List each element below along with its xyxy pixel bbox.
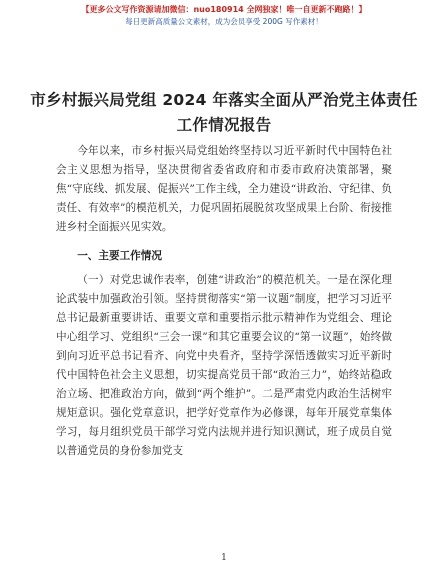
- page-number: 1: [221, 553, 227, 563]
- section-paragraph: （一）对党忠诚作表率，创建“讲政治”的模范机关。一是在深化理论武装中加强政治引领。坚持贯彻落实“第一议题”制度，把学习习近平总书记最新重要讲话、重要文章和重要指示批示精神作为党组会、理论中心组学习、党组织“三会一课”和其它重要会议的“第一议题”，始终做到向习近平总书记看齐、向党中央看齐，坚持学深悟透做实习近平新时代中国特色社会主义思想，切实提高党员干部“政治三力”，始终站稳政治立场、把准政治方向，做到“两个维护”。二是严肃党内政治生活树牢规矩意识。强化党章意识，把学好党章作为必修课，每年开展党章集体学习，每月组织党员干部学习党内法规并进行知识测试，班子成员自觉以普通党员的身份参加党支: [56, 274, 392, 457]
- section-heading: 一、主要工作情况: [77, 250, 162, 262]
- document-title: 市乡村振兴局党组 2024 年落实全面从严治党主体责任工作情况报告: [30, 91, 418, 134]
- promo-banner: [0, 4, 448, 28]
- banner-line-1: 【更多公文写作资源请加微信：nuo180914 全网独家！唯一自更新不跑路！】: [81, 5, 367, 14]
- document-body: [56, 142, 392, 461]
- intro-paragraph: 今年以来，市乡村振兴局党组始终坚持以习近平新时代中国特色社会主义思想为指导，坚决贯彻省委省政府和市委市政府决策部署，聚焦“守底线、抓发展、促振兴”工作主线，全力建设“讲政治、守纪律、负责任、有效率”的模范机关，力促巩固拓展脱贫攻坚成果上台阶、衔接推进乡村全面振兴见实效。: [56, 145, 392, 233]
- banner-line-2: 每日更新高质量公文素材，成为会员享受 200G 写作素材！: [125, 17, 323, 26]
